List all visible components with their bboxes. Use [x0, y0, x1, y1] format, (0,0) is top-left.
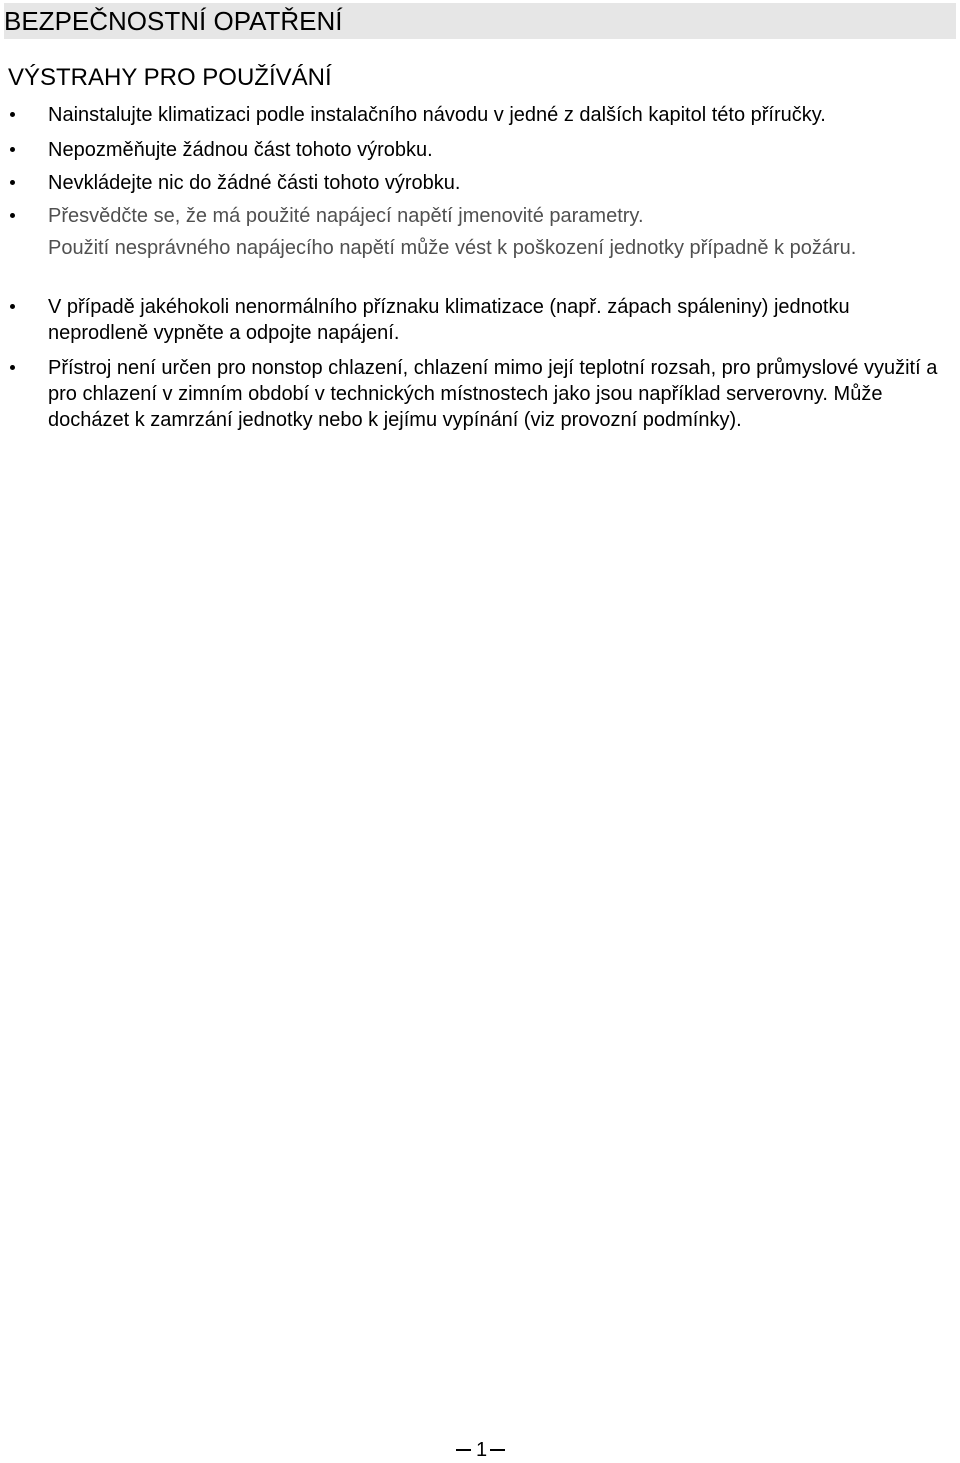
page-title: BEZPEČNOSTNÍ OPATŘENÍ — [4, 6, 343, 36]
bullet-icon — [10, 365, 15, 370]
bullet-icon — [10, 213, 15, 218]
list-item-text: V případě jakéhokoli nenormálního příznaku klimatizace (např. zápach spáleniny) jednotku neprodleně vypněte a odpojte napájení. — [48, 296, 850, 344]
page-number: 1 — [476, 1439, 488, 1461]
bullet-icon — [10, 112, 15, 117]
bullet-icon — [10, 180, 15, 185]
list-item-text: Nevkládejte nic do žádné části tohoto výrobku. — [48, 172, 461, 194]
bullet-icon — [10, 147, 15, 152]
section-heading: VÝSTRAHY PRO POUŽÍVÁNÍ — [8, 64, 332, 91]
dash-right — [490, 1449, 505, 1451]
list-item-text: Nainstalujte klimatizaci podle instalačního návodu v jedné z dalších kapitol této příručky. — [48, 104, 826, 126]
list-item-text: Nepozměňujte žádnou část tohoto výrobku. — [48, 139, 433, 161]
list-item-text: Přesvědčte se, že má použité napájecí napětí jmenovité parametry. — [48, 205, 644, 227]
list-item-text: Přístroj není určen pro nonstop chlazení, chlazení mimo její teplotní rozsah, pro průmyslové využití a pro chlazení v zimním období v technických místnostech jako jsou například serverovny. Může docházet k zamrzání jednotky nebo k jejímu vypínání (viz provozní podmínky). — [48, 357, 938, 431]
paragraph-text: Použití nesprávného napájecího napětí může vést k poškození jednotky případně k požáru. — [48, 237, 857, 259]
bullet-icon — [10, 304, 15, 309]
dash-left — [456, 1449, 471, 1451]
page-footer — [0, 1437, 960, 1463]
